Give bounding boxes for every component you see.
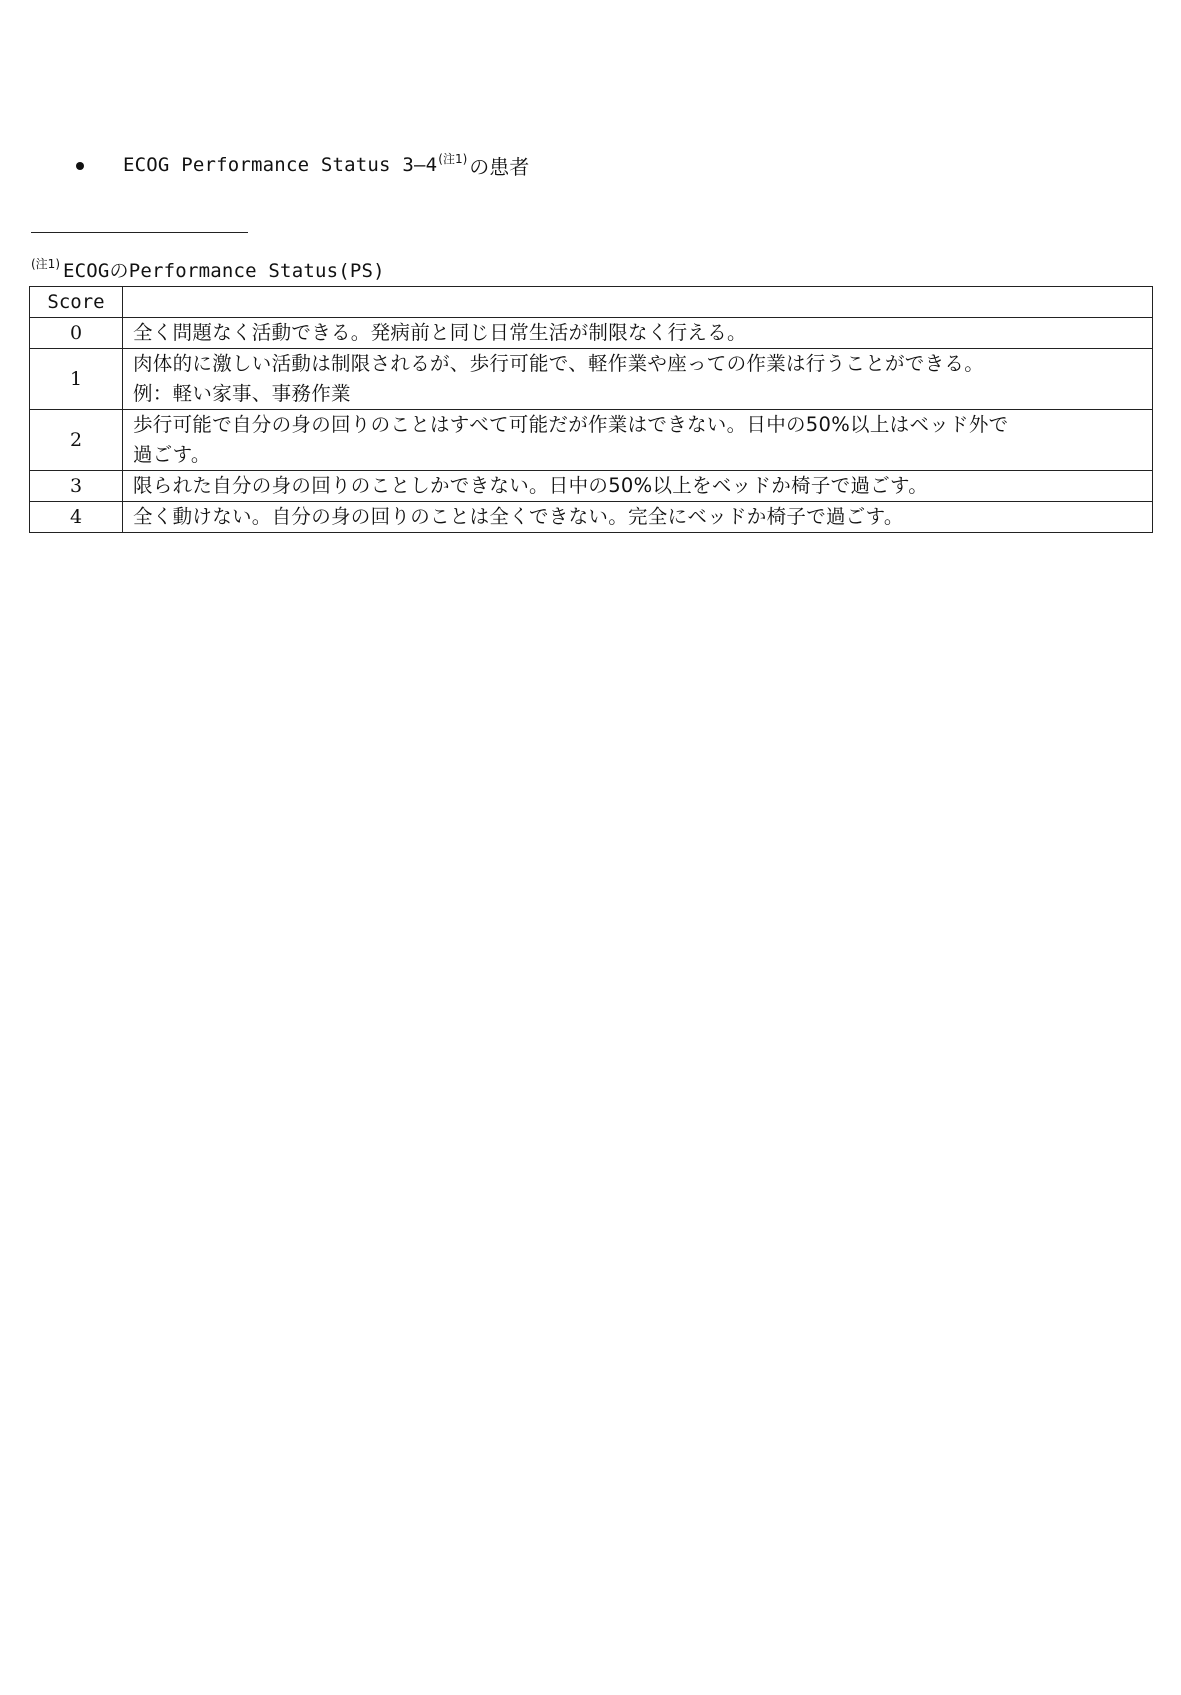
description-cell [123,471,1153,502]
table-row [30,349,1153,410]
description-line: 肉体的に激しい活動は制限されるが、歩行可能で、軽作業や座っての作業は行うことができる。 [133,352,985,375]
description-line: 全く問題なく活動できる。発病前と同じ日常生活が制限なく行える。 [133,321,747,344]
exclusion-criterion-item [76,151,529,179]
footnote-title: ECOGのPerformance Status(PS) [63,259,385,282]
description-line: 過ごす。 [133,443,211,466]
description-line: 歩行可能で自分の身の回りのことはすべて可能だが作業はできない。日中の50%以上はベッド外で [133,413,1009,436]
footnote [31,256,385,282]
description-cell [123,318,1153,349]
score-cell: 0 [30,318,123,349]
description-line: 例：軽い家事、事務作業 [133,382,351,405]
table-row [30,318,1153,349]
score-cell: 4 [30,502,123,533]
footnote-separator [31,232,248,233]
criterion-suffix: の患者 [469,154,530,179]
table-row [30,471,1153,502]
description-cell [123,502,1153,533]
description-cell [123,349,1153,410]
performance-status-table [29,286,1153,533]
header-description [123,287,1153,318]
bullet-icon [76,162,84,170]
description-cell [123,410,1153,471]
table-header-row [30,287,1153,318]
table-row [30,502,1153,533]
description-line: 限られた自分の身の回りのことしかできない。日中の50%以上をベッドか椅子で過ごす。 [133,474,929,497]
score-cell: 3 [30,471,123,502]
footnote-mark: (注1) [31,256,60,271]
table-row [30,410,1153,471]
header-score: Score [30,287,123,318]
score-cell: 1 [30,349,123,410]
score-cell: 2 [30,410,123,471]
description-line: 全く動けない。自分の身の回りのことは全くできない。完全にベッドか椅子で過ごす。 [133,505,904,528]
criterion-text: ECOG Performance Status 3—4 [123,154,438,176]
footnote-reference-mark: (注1) [438,151,468,166]
